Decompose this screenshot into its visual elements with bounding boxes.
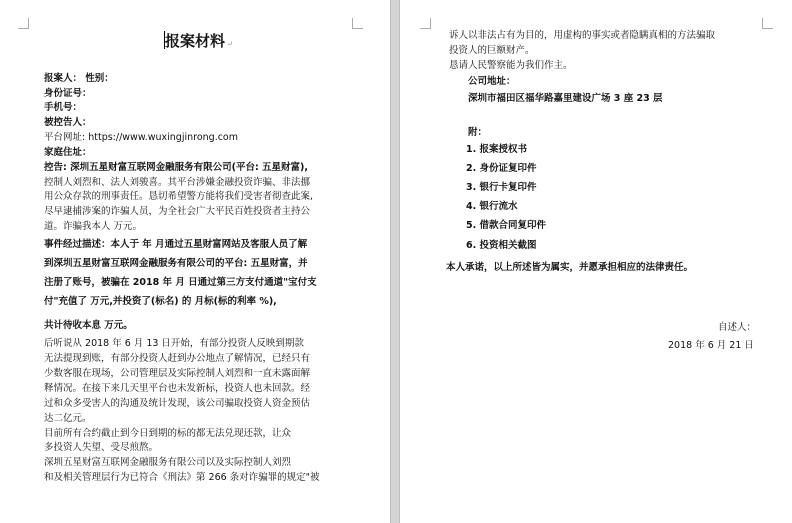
page1-text-line: 控制人刘烈和、法人刘骏喜。其平台涉嫌金融投资诈骗、非法挪 xyxy=(44,177,311,188)
page2-text-line: 投资人的巨额财产。 xyxy=(449,45,535,56)
document-page-1 xyxy=(0,0,390,523)
page1-text-line: 达二亿元。 xyxy=(44,413,92,424)
page2-text-line: 2018 年 6 月 21 日 xyxy=(668,340,754,351)
page2-text-line: 2. 身份证复印件 xyxy=(466,163,537,174)
page2-text-line: 1. 报案授权书 xyxy=(466,144,528,155)
page1-text-line: 被控告人： xyxy=(44,117,92,128)
page1-text-line: 道。诈骗我本人 万元。 xyxy=(44,221,143,232)
page1-text-line: 注册了账号，被骗在 2018 年 月 日通过第三方支付通道"宝付支 xyxy=(44,277,317,288)
crop-mark-top-left xyxy=(420,18,431,29)
page2-text-line: 6. 投资相关截图 xyxy=(466,240,537,251)
crop-mark-top-right xyxy=(762,18,773,29)
page1-text-line: 深圳五星财富互联网金融服务有限公司以及实际控制人刘烈 xyxy=(44,457,292,468)
page1-text-line: 尽早逮捕涉案的诈骗人员，为全社会广大平民百姓投资者主持公 xyxy=(44,206,311,217)
page2-text-line: 本人承诺，以上所述皆为属实，并愿承担相应的法律责任。 xyxy=(446,262,694,273)
page1-text-line: 报案人： 性别： xyxy=(44,73,114,84)
page1-text-line: 和及相关管理层行为已符合《刑法》第 266 条对诈骗罪的规定"被 xyxy=(44,472,320,483)
page2-text-line: 附： xyxy=(468,127,488,138)
page1-text-line: 过和众多受害人的沟通及统计发现，该公司骗取投资人资金预估 xyxy=(44,398,311,409)
page2-text-line: 自述人： xyxy=(718,322,757,333)
page1-text-line: 到深圳五星财富互联网金融服务有限公司的平台: 五星财富，并 xyxy=(44,258,308,269)
page1-text-line: 手机号： xyxy=(44,102,83,113)
crop-mark-top-left xyxy=(18,18,29,29)
page2-text-line: 4. 银行流水 xyxy=(466,201,518,212)
crop-mark-top-right xyxy=(352,18,363,29)
page1-text-line: 付"充值了 万元,并投资了(标名) 的 月标(标的利率 %), xyxy=(44,296,277,307)
page1-text-line: 用公众存款的刑事责任。恳切希望警方能将我们受害者彻查此案, xyxy=(44,191,314,202)
page1-text-line: 多投资人失望、受尽煎熬。 xyxy=(44,442,159,453)
document-title: 报案材料 ↵ xyxy=(165,32,233,50)
page1-text-line: 平台网址: https://www.wuxingjinrong.com xyxy=(44,132,239,143)
page1-text-line: 控告: 深圳五星财富互联网金融服务有限公司(平台: 五星财富), xyxy=(44,162,309,173)
page2-text-line: 深圳市福田区福华路嘉里建设广场 3 座 23 层 xyxy=(468,93,663,104)
page1-text-line: 后听说从 2018 年 6 月 13 日开始，有部分投资人反映到期款 xyxy=(44,338,304,349)
page1-text-line: 少数客服在现场，公司管理层及实际控制人刘烈和一直未露面解 xyxy=(44,368,311,379)
page1-text-line: 共计待收本息 万元。 xyxy=(44,320,133,331)
page2-text-line: 恳请人民警察能为我们作主。 xyxy=(449,60,573,71)
document-page-2 xyxy=(400,0,792,523)
page-gutter xyxy=(390,0,400,523)
page2-text-line: 公司地址： xyxy=(468,76,516,87)
page1-text-line: 无法提现到账，有部分投资人赶到办公地点了解情况，已经只有 xyxy=(44,353,311,364)
page2-text-line: 诉人以非法占有为目的，用虚构的事实或者隐瞒真相的方法骗取 xyxy=(449,30,716,41)
page2-text-line: 3. 银行卡复印件 xyxy=(466,182,537,193)
page1-text-line: 目前所有合约截止到今日到期的标的都无法兑现还款，让众 xyxy=(44,428,292,439)
page1-text-line: 释情况。在接下来几天里平台也未发新标，投资人也未回款。经 xyxy=(44,383,311,394)
page1-text-line: 事件经过描述：本人于 年 月通过五星财富网站及客服人员了解 xyxy=(44,239,308,250)
page2-text-line: 5. 借款合同复印件 xyxy=(466,220,547,231)
page1-text-line: 家庭住址： xyxy=(44,147,92,158)
page1-text-line: 身份证号： xyxy=(44,88,92,99)
